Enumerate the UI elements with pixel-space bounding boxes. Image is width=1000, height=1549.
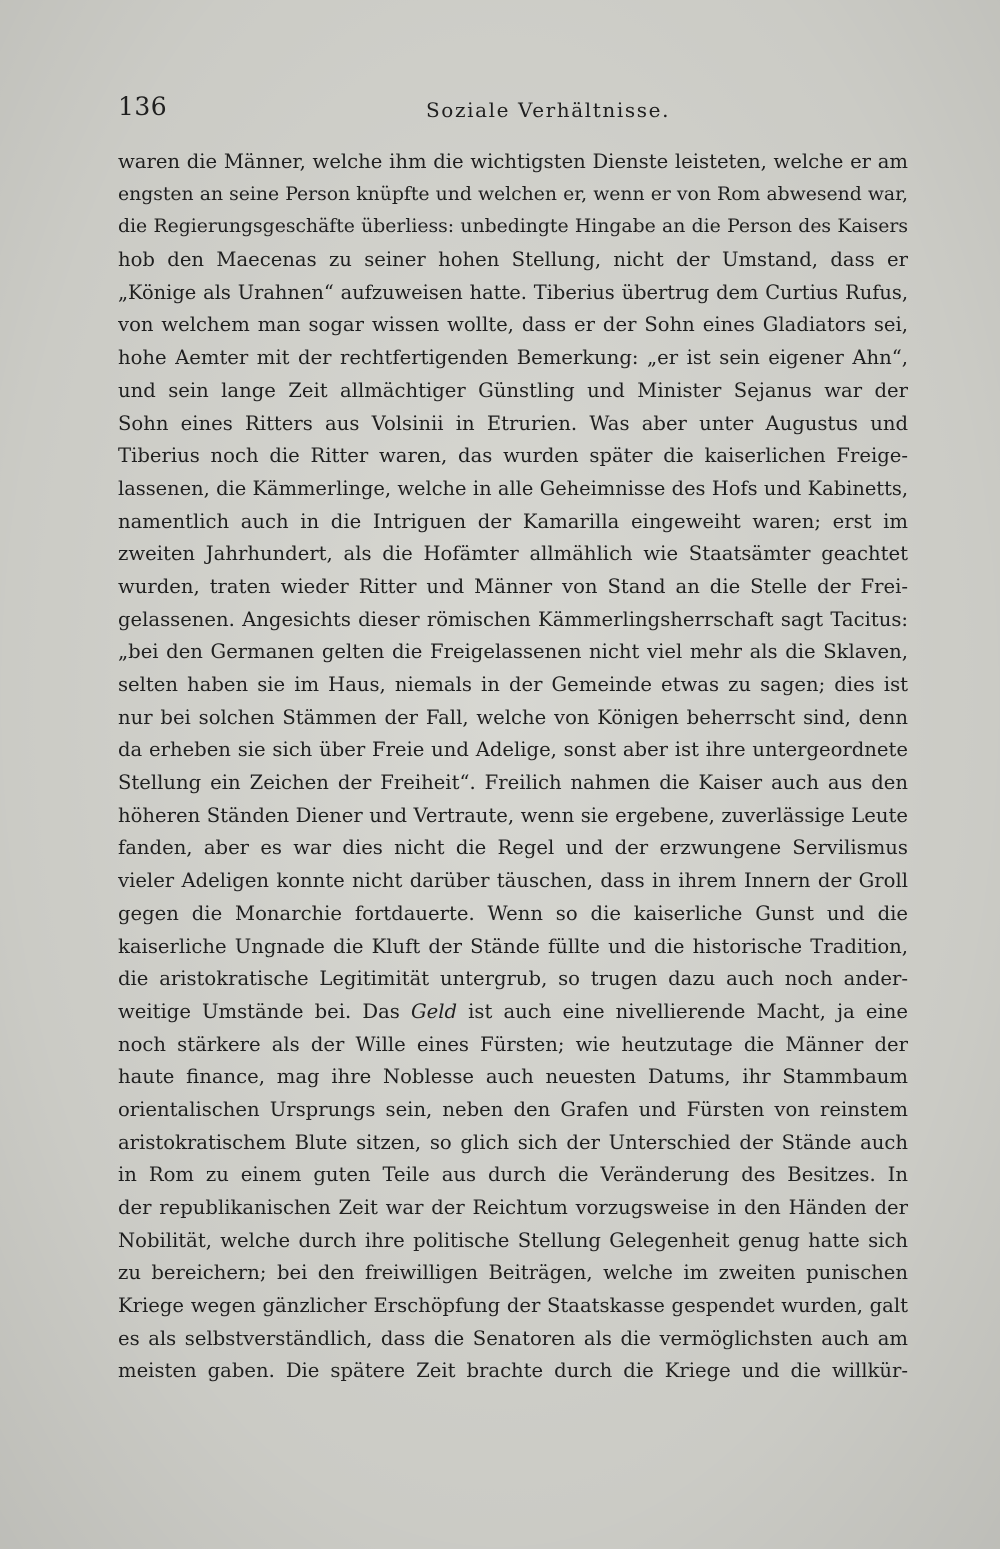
text-line: der republikanischen Zeit war der Reichtum vorzugsweise in den Händen der (118, 1196, 908, 1219)
text-line: engsten an seine Person knüpfte und welchen er, wenn er von Rom abwesend war, (118, 183, 908, 205)
text-line: Nobilität, welche durch ihre politische Stellung Gelegenheit genug hatte sich (118, 1228, 908, 1252)
text-line: aristokratischem Blute sitzen, so glich sich der Unterschied der Stände auch (118, 1130, 908, 1154)
text-line: gelassenen. Angesichts dieser römischen Kämmerlingsherrschaft sagt Tacitus: (118, 607, 908, 631)
text-line: Sohn eines Ritters aus Volsinii in Etrurien. Was aber unter Augustus und (118, 411, 908, 435)
text-line: noch stärkere als der Wille eines Fürsten; wie heutzutage die Männer der (118, 1032, 908, 1056)
text-line: die Regierungsgeschäfte überliess: unbedingte Hingabe an die Person des Kaisers (118, 216, 908, 238)
text-line: gegen die Monarchie fortdauerte. Wenn so die kaiserliche Gunst und die (118, 901, 908, 925)
text-line: die aristokratische Legitimität untergrub, so trugen dazu auch noch ander- (118, 967, 908, 991)
text-line: waren die Männer, welche ihm die wichtigsten Dienste leisteten, welche er am (118, 150, 908, 173)
text-line: „bei den Germanen gelten die Freigelassenen nicht viel mehr als die Sklaven, (118, 640, 908, 664)
text-line: orientalischen Ursprungs sein, neben den Grafen und Fürsten von reinstem (118, 1097, 908, 1121)
body-text (118, 146, 908, 1388)
text-line: weitige Umstände bei. Das Geld ist auch eine nivellierende Macht, ja eine (118, 999, 908, 1023)
text-line: kaiserliche Ungnade die Kluft der Stände füllte und die historische Tradition, (118, 934, 908, 958)
text-line: Stellung ein Zeichen der Freiheit“. Freilich nahmen die Kaiser auch aus den (118, 771, 908, 795)
text-line: wurden, traten wieder Ritter und Männer von Stand an die Stelle der Frei- (118, 574, 908, 598)
text-line: da erheben sie sich über Freie und Adelige, sonst aber ist ihre untergeordnete (118, 738, 908, 762)
text-line: von welchem man sogar wissen wollte, dass er der Sohn eines Gladiators sei, (118, 313, 908, 337)
text-line: nur bei solchen Stämmen der Fall, welche von Königen beherrscht sind, denn (118, 705, 908, 729)
page-number: 136 (118, 92, 168, 121)
text-line: Tiberius noch die Ritter waren, das wurden später die kaiserlichen Freige- (118, 444, 908, 468)
text-line: zu bereichern; bei den freiwilligen Beiträgen, welche im zweiten punischen (118, 1261, 908, 1285)
text-line: hohe Aemter mit der rechtfertigenden Bemerkung: „er ist sein eigener Ahn“, (118, 346, 908, 370)
text-line: lassenen, die Kämmerlinge, welche in alle Geheimnisse des Hofs und Kabinetts, (118, 476, 908, 500)
text-line: Kriege wegen gänzlicher Erschöpfung der Staatskasse gespendet wurden, galt (118, 1294, 908, 1318)
text-line: höheren Ständen Diener und Vertraute, wenn sie ergebene, zuverlässige Leute (118, 803, 908, 827)
text-line: namentlich auch in die Intriguen der Kamarilla eingeweiht waren; erst im (118, 509, 908, 533)
text-line: haute finance, mag ihre Noblesse auch neuesten Datums, ihr Stammbaum (118, 1065, 908, 1089)
italic-word: Geld (410, 999, 458, 1023)
text-line: „Könige als Urahnen“ aufzuweisen hatte. Tiberius übertrug dem Curtius Rufus, (118, 280, 908, 304)
text-line: in Rom zu einem guten Teile aus durch die Veränderung des Besitzes. In (118, 1163, 908, 1187)
running-title: Soziale Verhältnisse. (426, 98, 671, 122)
text-line: zweiten Jahrhundert, als die Hofämter allmählich wie Staatsämter geachtet (118, 542, 908, 566)
running-head (118, 92, 908, 124)
text-line: und sein lange Zeit allmächtiger Günstling und Minister Sejanus war der (118, 378, 908, 402)
text-line: fanden, aber es war dies nicht die Regel und der erzwungene Servilismus (118, 836, 908, 860)
text-line: meisten gaben. Die spätere Zeit brachte durch die Kriege und die willkür- (118, 1359, 908, 1383)
text-line: es als selbstverständlich, dass die Senatoren als die vermöglichsten auch am (118, 1326, 908, 1350)
text-line: selten haben sie im Haus, niemals in der Gemeinde etwas zu sagen; dies ist (118, 673, 908, 696)
text-line: vieler Adeligen konnte nicht darüber täuschen, dass in ihrem Innern der Groll (118, 869, 908, 893)
text-line: hob den Maecenas zu seiner hohen Stellung, nicht der Umstand, dass er (118, 248, 908, 272)
